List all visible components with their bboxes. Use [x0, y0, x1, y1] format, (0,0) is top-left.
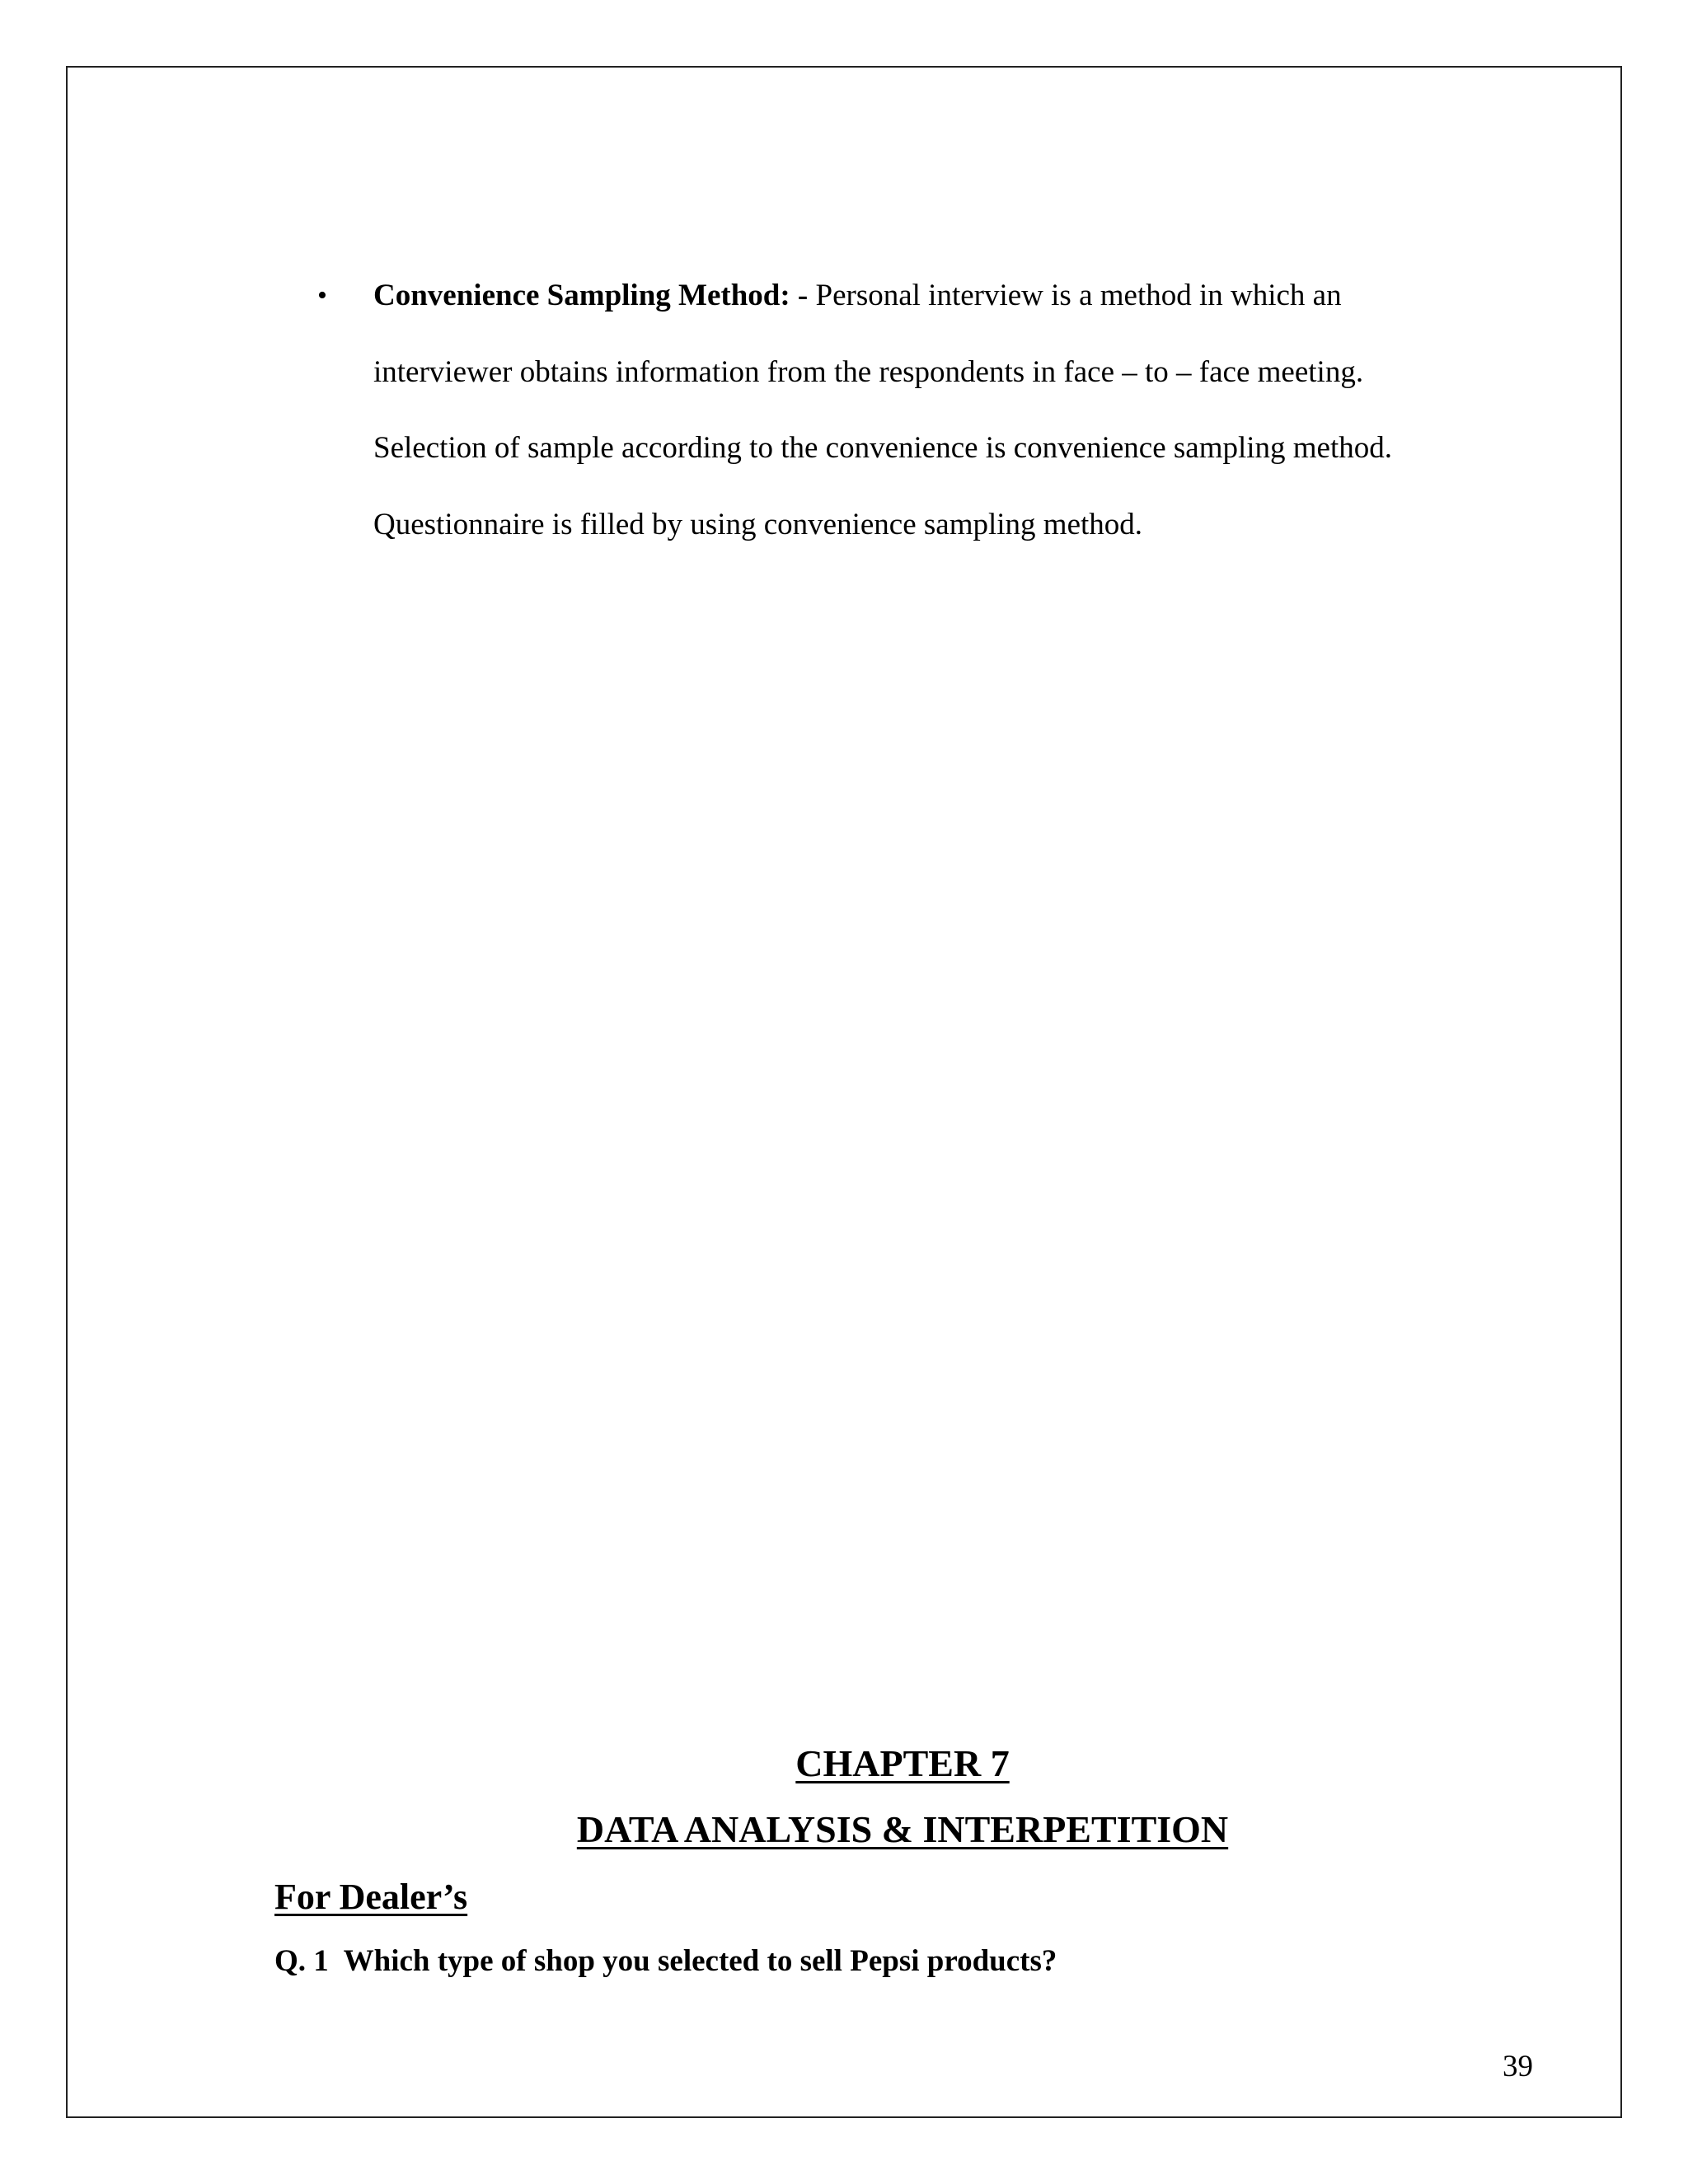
bullet-paragraph [373, 268, 1544, 573]
bullet-lead-term: Convenience Sampling Method: - [373, 279, 809, 312]
bullet-line-4: Questionnaire is filled by using convenience sampling method. [373, 507, 1143, 541]
bullet-icon: • [317, 280, 327, 311]
page-number: 39 [1503, 2050, 1533, 2083]
bullet-line-3: Selection of sample according to the convenience is convenience sampling method. [373, 431, 1393, 465]
bullet-line-1 [373, 268, 1544, 344]
chapter-title: CHAPTER 7 [795, 1742, 1010, 1784]
question-text: Q. 1 Which type of shop you selected to sell Pepsi products? [274, 1944, 1057, 1978]
bullet-line-1-text: Personal interview is a method in which an [808, 279, 1342, 312]
chapter-subtitle: DATA ANALYSIS & INTERPETITION [576, 1808, 1229, 1850]
bullet-line-2: interviewer obtains information from the respondents in face – to – face meeting. [373, 354, 1364, 389]
section-heading: For Dealer’s [274, 1877, 468, 1917]
